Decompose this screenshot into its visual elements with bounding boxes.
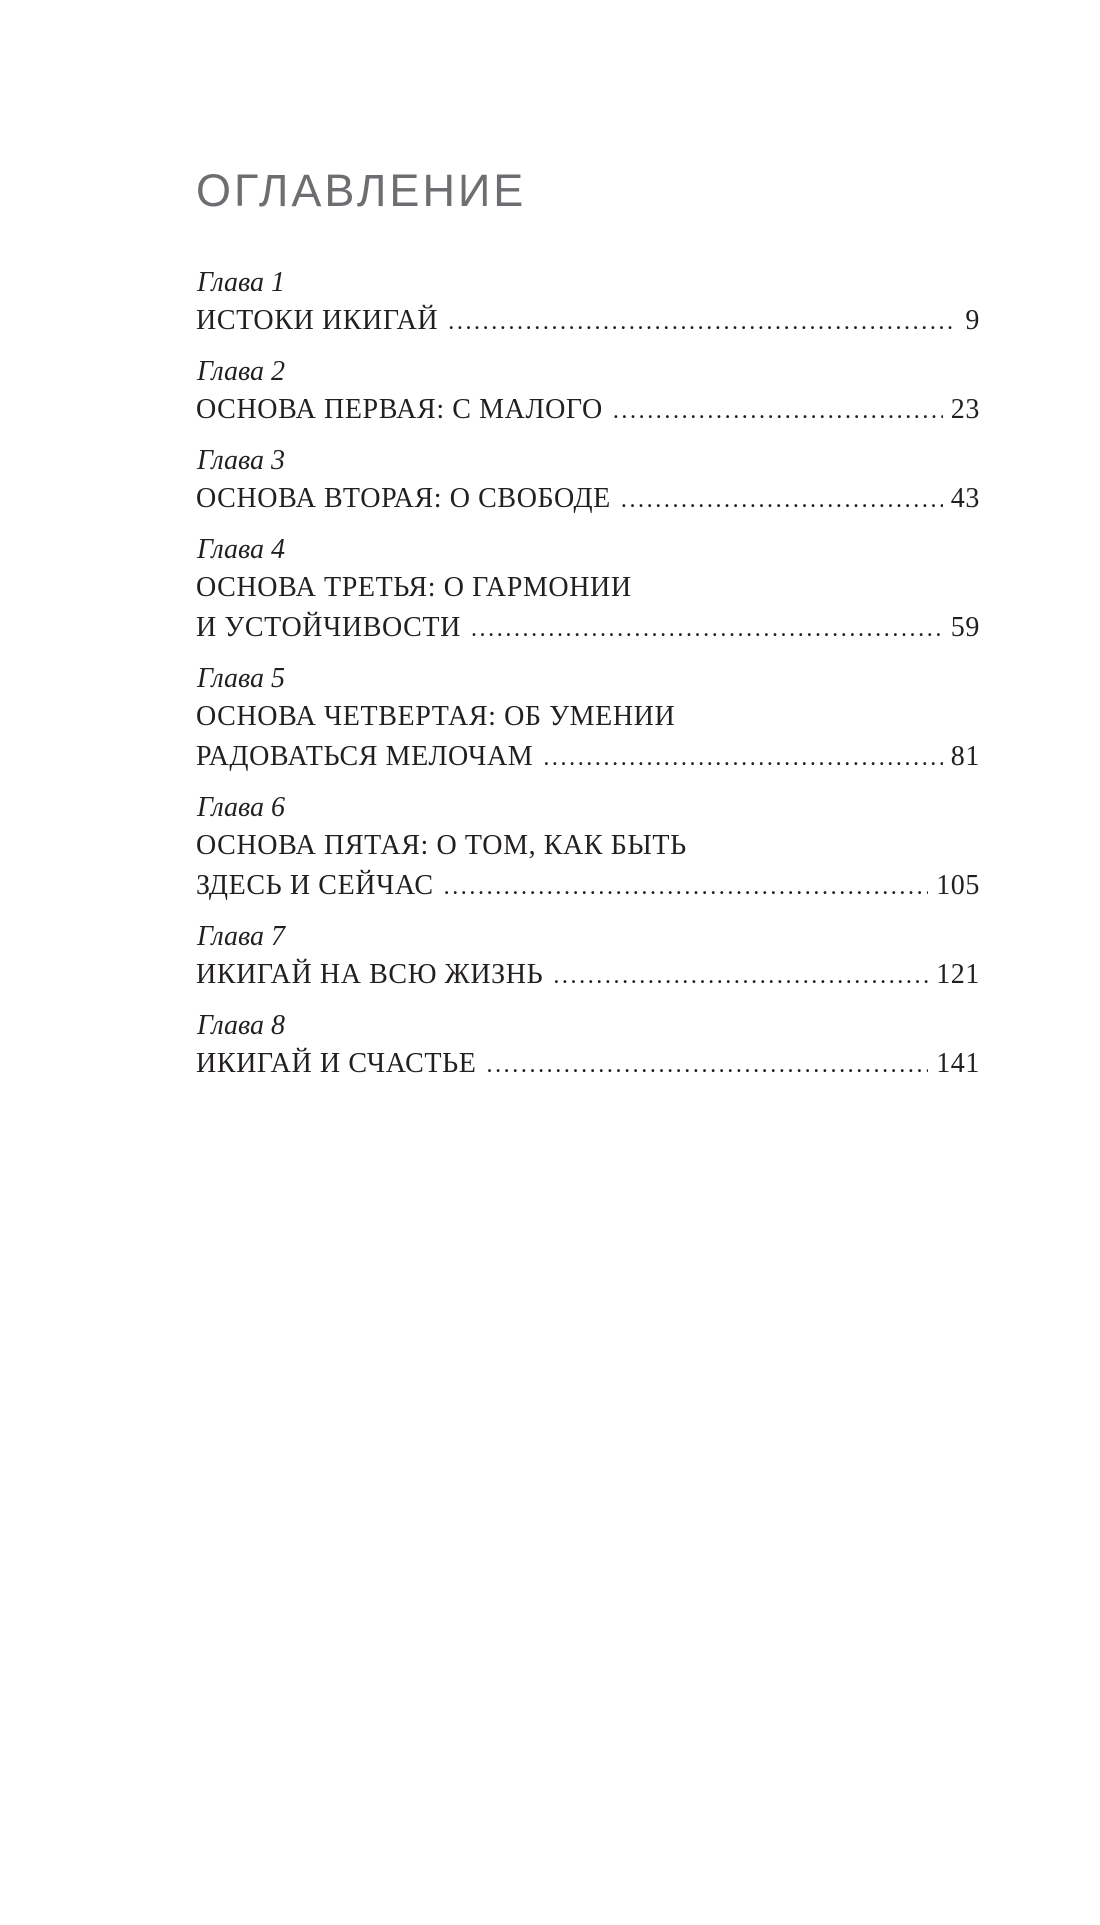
toc-line bbox=[196, 955, 980, 995]
page-number: 43 bbox=[950, 483, 980, 514]
chapter-label: Глава 6 bbox=[197, 792, 285, 823]
toc-entry-6 bbox=[196, 790, 980, 906]
page-number: 81 bbox=[950, 741, 980, 772]
toc-line bbox=[196, 390, 980, 430]
toc-line bbox=[196, 1044, 980, 1084]
dot-leader bbox=[613, 391, 943, 431]
dot-leader bbox=[553, 956, 928, 996]
toc-entry-4 bbox=[196, 532, 980, 648]
chapter-label: Глава 1 bbox=[197, 267, 285, 298]
chapter-title: ИСТОКИ ИКИГАЙ bbox=[196, 305, 439, 336]
dot-leader bbox=[621, 480, 943, 520]
dot-leader bbox=[471, 609, 943, 649]
chapter-title-line: ОСНОВА ПЯТАЯ: О ТОМ, КАК БЫТЬ bbox=[196, 830, 687, 861]
toc-entry-3 bbox=[196, 443, 980, 519]
table-of-contents bbox=[196, 265, 980, 1097]
toc-line bbox=[196, 479, 980, 519]
chapter-label: Глава 4 bbox=[197, 534, 285, 565]
dot-leader bbox=[444, 867, 929, 907]
chapter-label: Глава 7 bbox=[197, 921, 285, 952]
chapter-title: РАДОВАТЬСЯ МЕЛОЧАМ bbox=[196, 741, 534, 772]
chapter-label: Глава 5 bbox=[197, 663, 285, 694]
dot-leader bbox=[448, 302, 957, 342]
chapter-title: ОСНОВА ПЕРВАЯ: С МАЛОГО bbox=[196, 394, 603, 425]
chapter-title-line: ОСНОВА ЧЕТВЕРТАЯ: ОБ УМЕНИИ bbox=[196, 701, 676, 732]
chapter-title: ОСНОВА ВТОРАЯ: О СВОБОДЕ bbox=[196, 483, 611, 514]
page-number: 105 bbox=[936, 870, 980, 901]
toc-line bbox=[196, 608, 980, 648]
page-title: ОГЛАВЛЕНИЕ bbox=[196, 165, 527, 216]
chapter-title: ИКИГАЙ И СЧАСТЬЕ bbox=[196, 1048, 477, 1079]
toc-entry-8 bbox=[196, 1008, 980, 1084]
chapter-title: ИКИГАЙ НА ВСЮ ЖИЗНЬ bbox=[196, 959, 544, 990]
chapter-label: Глава 3 bbox=[197, 445, 285, 476]
page-number: 9 bbox=[965, 305, 980, 336]
toc-entry-2 bbox=[196, 354, 980, 430]
chapter-label: Глава 8 bbox=[197, 1010, 285, 1041]
page-number: 23 bbox=[950, 394, 980, 425]
dot-leader bbox=[486, 1045, 928, 1085]
toc-line bbox=[196, 301, 980, 341]
toc-entry-7 bbox=[196, 919, 980, 995]
page-number: 121 bbox=[936, 959, 980, 990]
chapter-title: ЗДЕСЬ И СЕЙЧАС bbox=[196, 870, 434, 901]
chapter-title-line: ОСНОВА ТРЕТЬЯ: О ГАРМОНИИ bbox=[196, 572, 632, 603]
page-number: 141 bbox=[936, 1048, 980, 1079]
chapter-title: И УСТОЙЧИВОСТИ bbox=[196, 612, 461, 643]
dot-leader bbox=[543, 738, 942, 778]
toc-entry-1 bbox=[196, 265, 980, 341]
toc-line bbox=[196, 737, 980, 777]
page-number: 59 bbox=[950, 612, 980, 643]
toc-entry-5 bbox=[196, 661, 980, 777]
chapter-label: Глава 2 bbox=[197, 356, 285, 387]
toc-line bbox=[196, 866, 980, 906]
